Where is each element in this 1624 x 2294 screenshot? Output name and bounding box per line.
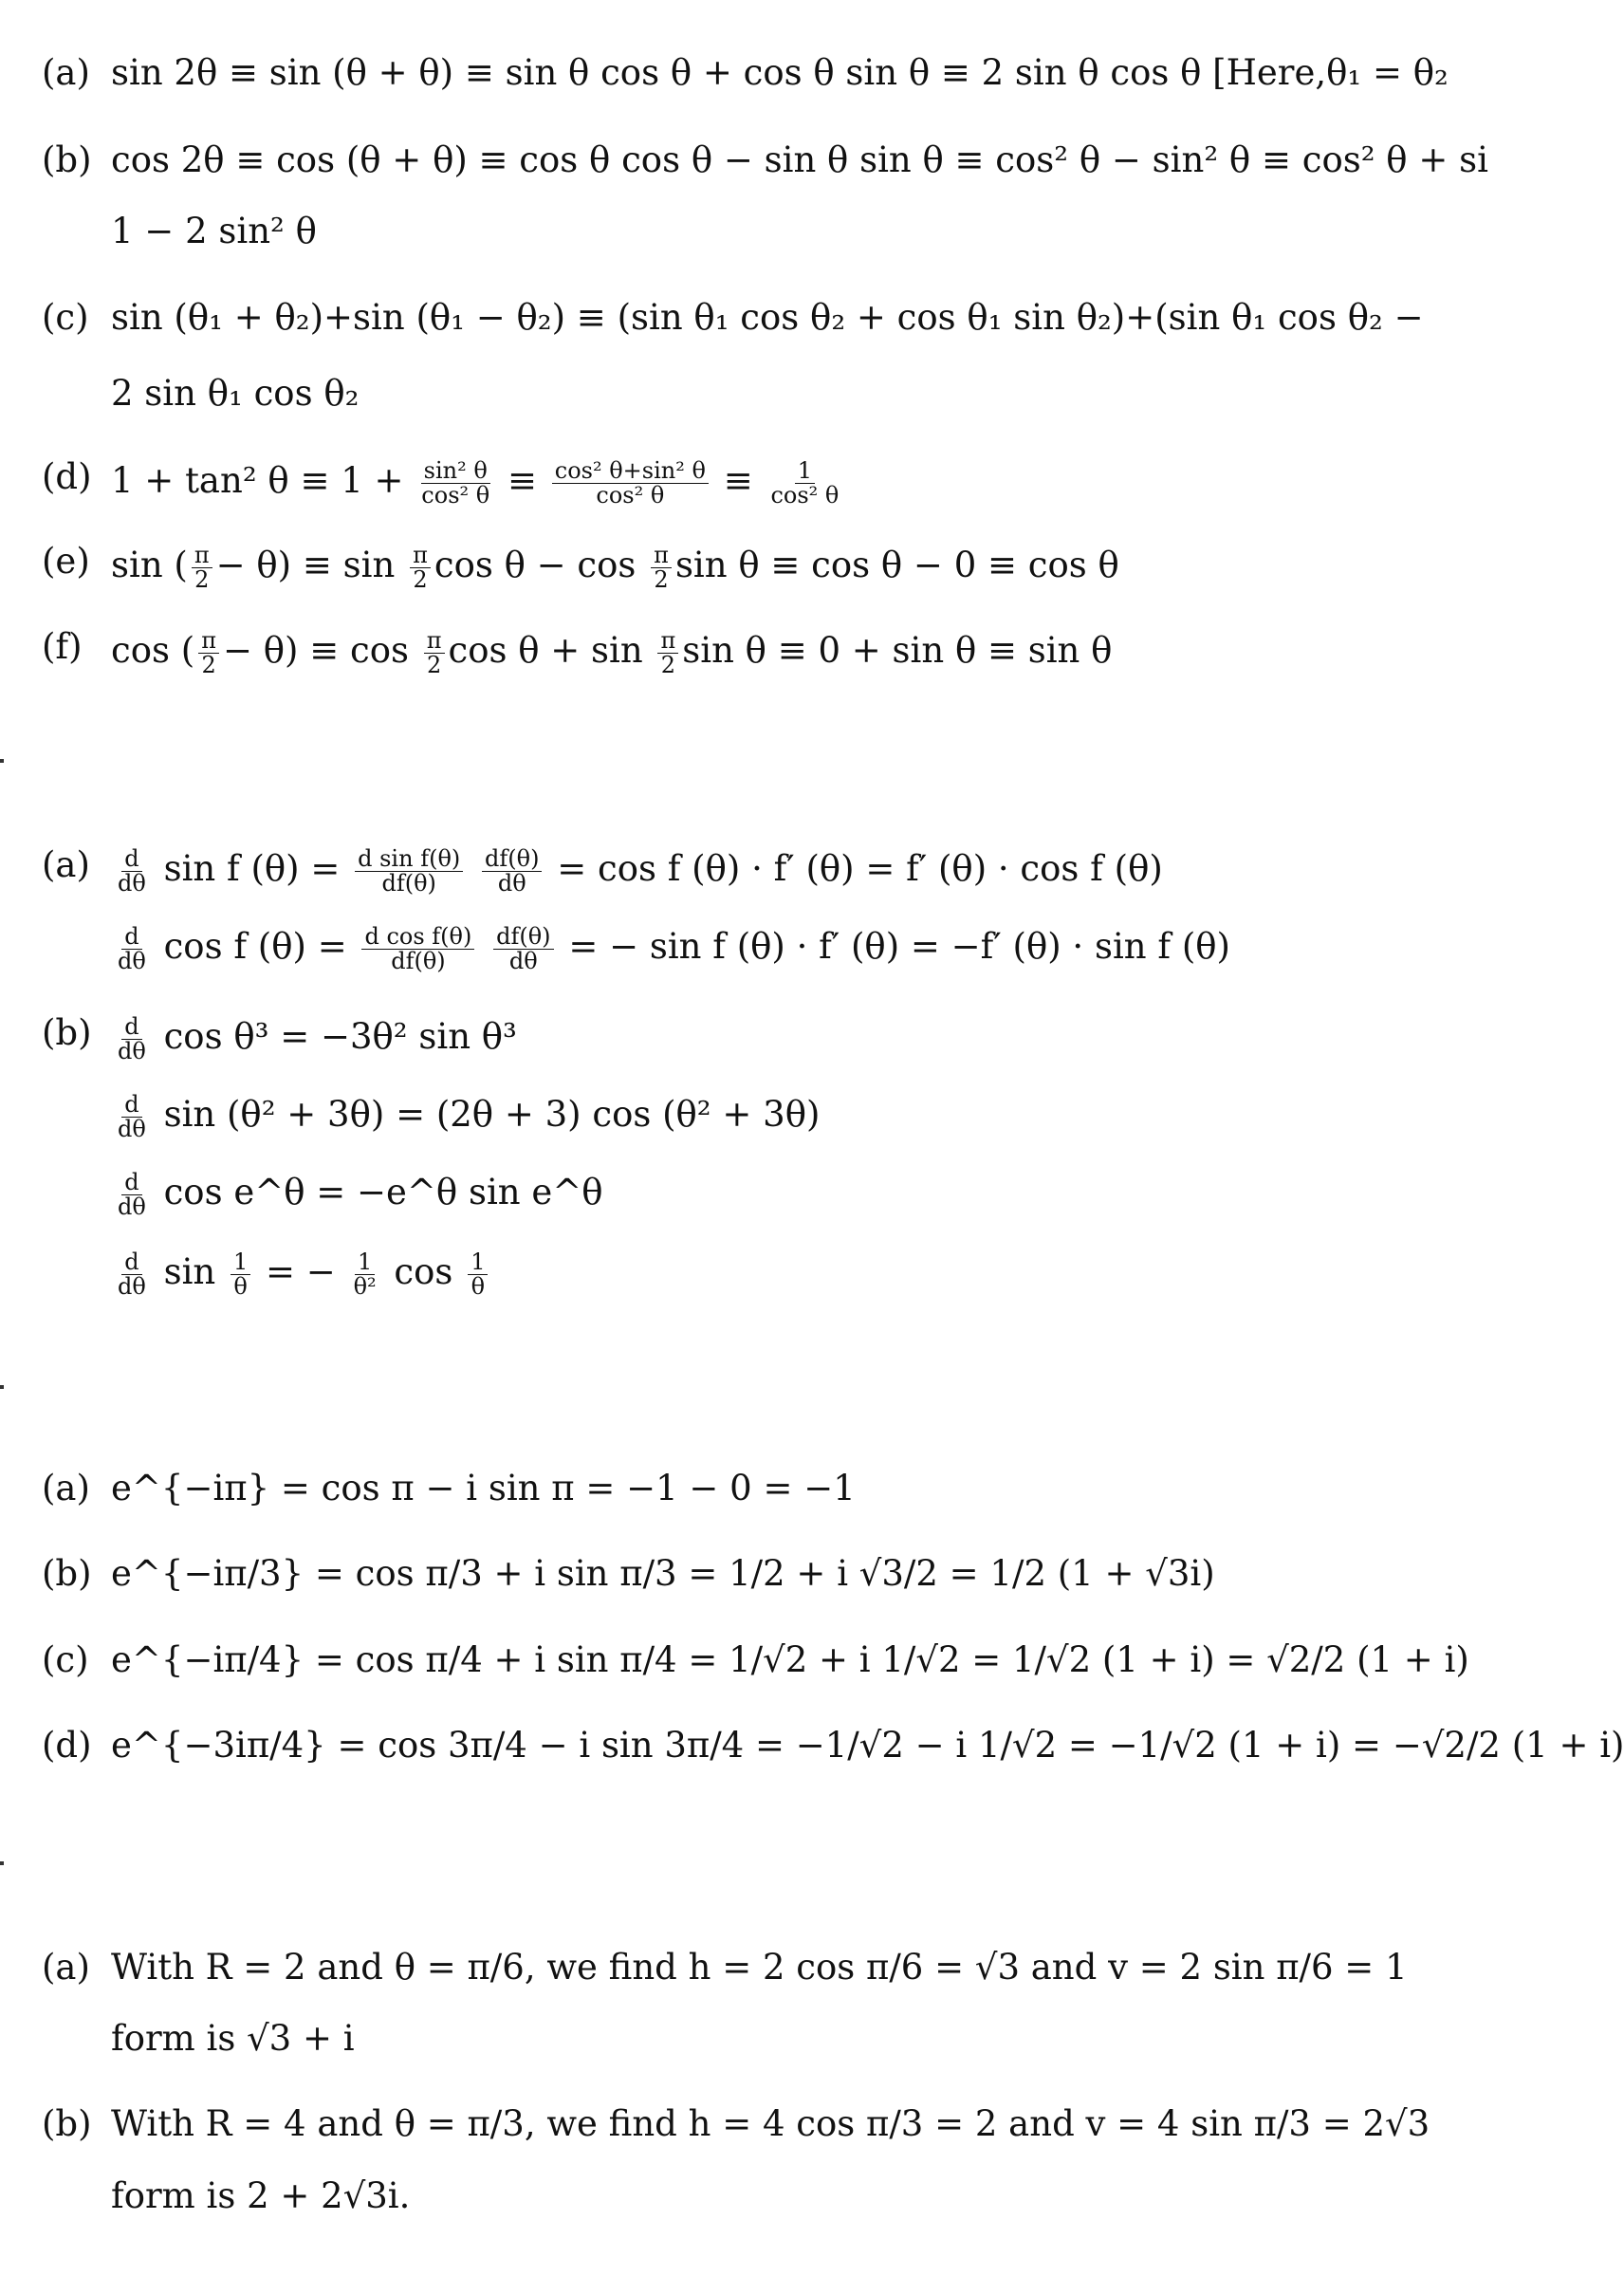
equation: $\frac{d}{d\theta}$ cos f (θ) = $\frac{\text{d cos f(θ)}}{df(\theta)}$ $\frac{df(\theta)}{d\theta}$ = − sin f (θ) · f′ (θ) = −f′ (θ) · sin f (θ)	[118, 923, 1230, 975]
equation: $\frac{d}{d\theta}$ sin (θ² + 3θ) = (2θ + 3) cos (θ² + 3θ)	[118, 1091, 821, 1143]
item-label: (c)	[42, 297, 89, 338]
item-label: (b)	[42, 139, 92, 180]
section-marker	[0, 1385, 4, 1389]
item-label: (a)	[42, 1947, 90, 1988]
item-label: (d)	[42, 456, 92, 497]
equation: e^{−iπ/4} = cos π/4 + i sin π/4 = 1/√2 + i 1/√2 = 1/√2 (1 + i) = √2/2 (1 + i)	[111, 1639, 1469, 1680]
section-marker	[0, 759, 4, 763]
equation: sin ( $\frac{\pi}{2}$ − θ) ≡ sin $\frac{\pi}{2}$ cos θ − cos $\frac{\pi}{2}$ sin θ ≡ cos θ − 0 ≡ cos θ	[111, 542, 1119, 594]
statement-continuation: form is √3 + i	[111, 2018, 355, 2059]
equation: cos 2θ ≡ cos (θ + θ) ≡ cos θ cos θ − sin θ sin θ ≡ cos² θ − sin² θ ≡ cos² θ + si	[111, 139, 1488, 180]
equation: 1 + tan² θ ≡ 1 + $\frac{\text{sin² θ}}{\text{cos² θ}}$ ≡ $\frac{\text{cos² θ+sin² θ}}{\text{cos² θ}}$ ≡ $\frac{1}{\text{cos² θ}}$	[111, 457, 840, 509]
item-label: (b)	[42, 2103, 92, 2144]
statement: With R = 4 and θ = π/3, we find h = 4 cos π/3 = 2 and v = 4 sin π/3 = 2√3	[111, 2103, 1430, 2144]
equation: sin (θ₁ + θ₂)+sin (θ₁ − θ₂) ≡ (sin θ₁ cos θ₂ + cos θ₁ sin θ₂)+(sin θ₁ cos θ₂ −	[111, 297, 1424, 338]
item-label: (a)	[42, 844, 90, 885]
item-label: (a)	[42, 52, 90, 93]
section-marker	[0, 1861, 4, 1865]
item-label: (c)	[42, 1639, 89, 1680]
item-label: (d)	[42, 1725, 92, 1766]
item-label: (f)	[42, 626, 83, 667]
equation: sin 2θ ≡ sin (θ + θ) ≡ sin θ cos θ + cos θ sin θ ≡ 2 sin θ cos θ [Here,θ₁ = θ₂	[111, 52, 1449, 93]
item-label: (a)	[42, 1468, 90, 1508]
equation: e^{−3iπ/4} = cos 3π/4 − i sin 3π/4 = −1/√2 − i 1/√2 = −1/√2 (1 + i) = −√2/2 (1 + i)	[111, 1725, 1624, 1766]
item-label: (b)	[42, 1012, 92, 1053]
equation: $\frac{d}{d\theta}$ cos e^θ = −e^θ sin e^θ	[118, 1169, 603, 1221]
equation: e^{−iπ/3} = cos π/3 + i sin π/3 = 1/2 + i √3/2 = 1/2 (1 + √3i)	[111, 1553, 1215, 1594]
item-label: (e)	[42, 541, 90, 582]
equation: $\frac{d}{d\theta}$ sin $\frac{1}{\theta}$ = − $\frac{1}{\text{θ²}}$ cos $\frac{1}{\theta}$	[111, 1250, 491, 1299]
equation-continuation: 1 − 2 sin² θ	[111, 211, 317, 251]
equation: $\frac{d}{d\theta}$ sin f (θ) = $\frac{\text{d sin f(θ)}}{df(\theta)}$ $\frac{df(\theta)}{d\theta}$ = cos f (θ) · f′ (θ) = f′ (θ) · cos f (θ)	[118, 845, 1163, 897]
equation-continuation: 2 sin θ₁ cos θ₂	[111, 373, 360, 414]
equation: cos ( $\frac{\pi}{2}$ − θ) ≡ cos $\frac{\pi}{2}$ cos θ + sin $\frac{\pi}{2}$ sin θ ≡ 0 + sin θ ≡ sin θ	[111, 627, 1113, 679]
item-label: (b)	[42, 1553, 92, 1594]
statement-continuation: form is 2 + 2√3i.	[111, 2175, 411, 2216]
statement: With R = 2 and θ = π/6, we find h = 2 cos π/6 = √3 and v = 2 sin π/6 = 1	[111, 1947, 1408, 1988]
equation: $\frac{d}{d\theta}$ cos θ³ = −3θ² sin θ³	[118, 1013, 517, 1065]
equation: e^{−iπ} = cos π − i sin π = −1 − 0 = −1	[111, 1468, 856, 1508]
